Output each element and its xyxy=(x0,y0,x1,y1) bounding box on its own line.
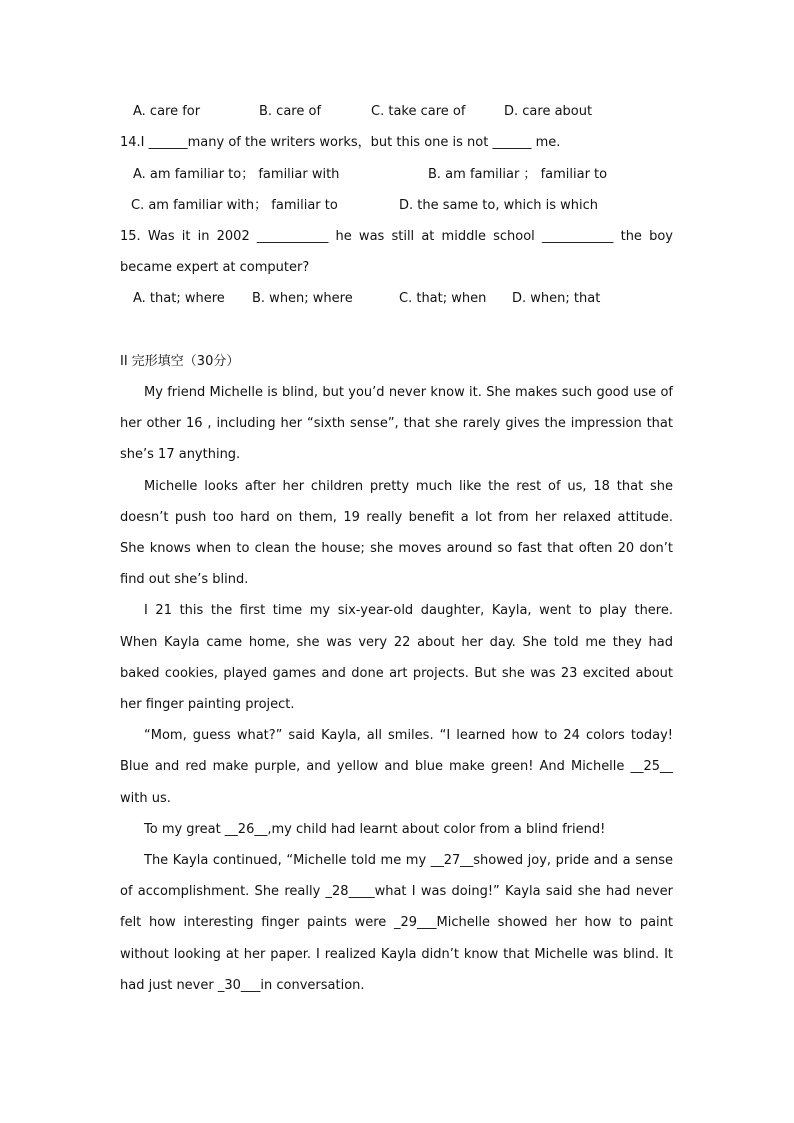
q15-option-d: D. when; that xyxy=(512,291,601,306)
q15-stem-line-2: became expert at computer? xyxy=(120,260,310,275)
cloze-line: doesn’t push too hard on them, 19 really benefit a lot from her relaxed attitude. xyxy=(120,510,673,525)
q14-option-d: D. the same to, which is which xyxy=(399,198,598,213)
q15-stem-line-1: 15. Was it in 2002 ___________ he was still at middle school ___________ the boy xyxy=(120,229,673,244)
section-title-cloze: II 完形填空（30分） xyxy=(120,354,240,369)
q13-option-a: A. care for xyxy=(133,104,201,119)
cloze-line: her finger painting project. xyxy=(120,697,295,712)
q13-option-c: C. take care of xyxy=(371,104,466,119)
cloze-line: she’s 17 anything. xyxy=(120,447,241,462)
cloze-line: her other 16 , including her “sixth sense”, that she rarely gives the impression that xyxy=(120,416,673,431)
cloze-line: My friend Michelle is blind, but you’d never know it. She makes such good use of xyxy=(144,385,673,400)
q13-option-b: B. care of xyxy=(259,104,322,119)
q14-option-b: B. am familiar ； familiar to xyxy=(428,167,608,182)
cloze-line: without looking at her paper. I realized Kayla didn’t know that Michelle was blind. It xyxy=(120,947,673,962)
q15-option-b: B. when; where xyxy=(252,291,353,306)
cloze-line: “Mom, guess what?” said Kayla, all smiles. “I learned how to 24 colors today! xyxy=(144,728,673,743)
cloze-line: The Kayla continued, “Michelle told me my __27__showed joy, pride and a sense xyxy=(144,853,673,868)
cloze-line: Michelle looks after her children pretty much like the rest of us, 18 that she xyxy=(144,479,673,494)
cloze-line: baked cookies, played games and done art projects. But she was 23 excited about xyxy=(120,666,673,681)
q14-stem: 14.I ______many of the writers works，but this one is not ______ me. xyxy=(120,135,561,150)
cloze-line: find out she’s blind. xyxy=(120,572,249,587)
cloze-line: had just never _30___in conversation. xyxy=(120,978,365,993)
q14-option-a: A. am familiar to； familiar with xyxy=(133,167,340,182)
cloze-line: with us. xyxy=(120,791,171,806)
cloze-line: I 21 this the first time my six-year-old daughter, Kayla, went to play there. xyxy=(144,603,673,618)
q15-option-a: A. that; where xyxy=(133,291,225,306)
cloze-line: She knows when to clean the house; she moves around so fast that often 20 don’t xyxy=(120,541,673,556)
cloze-line: of accomplishment. She really _28____what I was doing!” Kayla said she had never xyxy=(120,884,673,899)
cloze-line: felt how interesting finger paints were _29___Michelle showed her how to paint xyxy=(120,915,673,930)
cloze-line: To my great __26__,my child had learnt about color from a blind friend! xyxy=(144,822,606,837)
q13-option-d: D. care about xyxy=(504,104,593,119)
q14-option-c: C. am familiar with； familiar to xyxy=(131,198,338,213)
q15-option-c: C. that; when xyxy=(399,291,487,306)
cloze-line: When Kayla came home, she was very 22 about her day. She told me they had xyxy=(120,635,673,650)
cloze-line: Blue and red make purple, and yellow and blue make green! And Michelle __25__ xyxy=(120,759,673,774)
